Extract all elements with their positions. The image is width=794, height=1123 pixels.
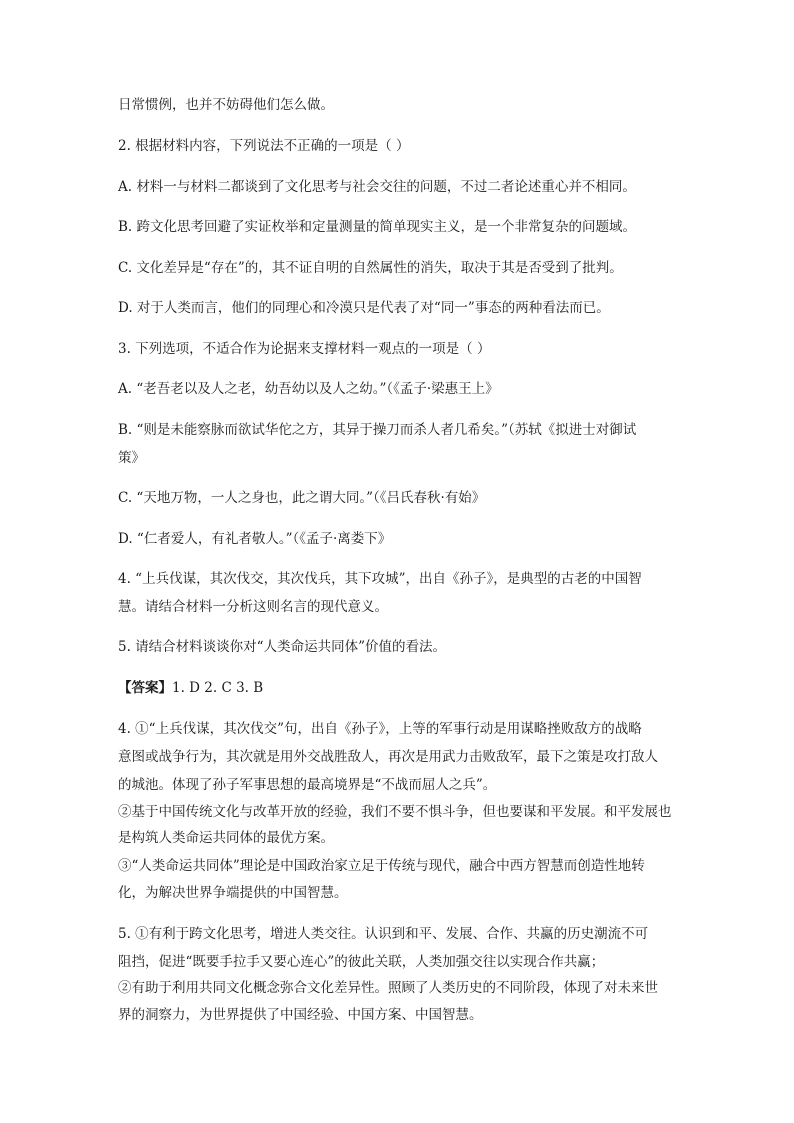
answer-4-line: 意图或战争行为，其次就是用外交战胜敌人，再次是用武力击败敌军，最下之策是攻打敌人 bbox=[118, 749, 658, 765]
answer-choices: 1. D 2. C 3. B bbox=[172, 680, 264, 696]
option-2b: B. 跨文化思考回避了实证枚举和定量测量的简单现实主义，是一个非常复杂的问题域。 bbox=[118, 219, 637, 235]
answer-line bbox=[118, 678, 678, 698]
answer-4-line: 4. ①“上兵伐谋，其次伐交”句，出自《孙子》，上等的军事行动是用谋略挫败敌方的战略 bbox=[118, 721, 642, 737]
option-3b: B. “则是未能察脉而欲试华佗之方，其异于操刀而杀人者几希矣。”（苏轼《拟进士对御试 bbox=[118, 422, 637, 438]
answer-5-line: ②有助于利用共同文化概念弥合文化差异性。照顾了人类历史的不同阶段，体现了对未来世 bbox=[118, 980, 658, 996]
option-2c: C. 文化差异是“存在”的，其不证自明的自然属性的消失，取决于其是否受到了批判。 bbox=[118, 260, 623, 276]
option-3d: D. “仁者爱人，有礼者敬人。”（《孟子·离娄下》 bbox=[118, 531, 392, 547]
question-2: 2. 根据材料内容，下列说法不正确的一项是（ ） bbox=[118, 138, 410, 154]
answer-5-line: 5. ①有利于跨文化思考，增进人类交往。认识到和平、发展、合作、共赢的历史潮流不可 bbox=[118, 926, 649, 942]
option-3b-cont: 策》 bbox=[118, 450, 145, 466]
option-3a: A. “老吾老以及人之老，幼吾幼以及人之幼。”（《孟子·梁惠王上》 bbox=[118, 381, 499, 397]
option-2d: D. 对于人类而言，他们的同理心和冷漠只是代表了对“同一”事态的两种看法而已。 bbox=[118, 300, 610, 316]
answer-tag: 【答案】 bbox=[118, 680, 172, 696]
answer-4-line: 化，为解决世界争端提供的中国智慧。 bbox=[118, 885, 348, 901]
text-line: 日常惯例，也并不妨碍他们怎么做。 bbox=[118, 97, 334, 113]
question-4-cont: 慧。请结合材料一分析这则名言的现代意义。 bbox=[118, 599, 388, 615]
answer-4-line: ③“人类命运共同体”理论是中国政治家立足于传统与现代，融合中西方智慧而创造性地转 bbox=[118, 858, 645, 874]
question-5: 5. 请结合材料谈谈你对“人类命运共同体”价值的看法。 bbox=[118, 639, 446, 655]
answer-4-line: ②基于中国传统文化与改革开放的经验，我们不要不惧斗争，但也要谋和平发展。和平发展也 bbox=[118, 804, 672, 820]
answer-5-line: 界的洞察力，为世界提供了中国经验、中国方案、中国智慧。 bbox=[118, 1007, 483, 1023]
answer-5-line: 阻挡，促进“既要手拉手又要心连心”的彼此关联，人类加强交往以实现合作共赢； bbox=[118, 954, 605, 970]
answer-4-line: 是构筑人类命运共同体的最优方案。 bbox=[118, 830, 334, 846]
question-3: 3. 下列选项，不适合作为论据来支撑材料一观点的一项是（ ） bbox=[118, 341, 491, 357]
answer-4-line: 的城池。体现了孙子军事思想的最高境界是“不战而屈人之兵”。 bbox=[118, 777, 497, 793]
option-2a: A. 材料一与材料二都谈到了文化思考与社会交往的问题，不过二者论述重心并不相同。 bbox=[118, 179, 636, 195]
question-4: 4. “上兵伐谋，其次伐交，其次伐兵，其下攻城”，出自《孙子》，是典型的古老的中国智 bbox=[118, 571, 642, 587]
option-3c: C. “天地万物，一人之身也，此之谓大同。”（《吕氏春秋·有始》 bbox=[118, 490, 486, 506]
